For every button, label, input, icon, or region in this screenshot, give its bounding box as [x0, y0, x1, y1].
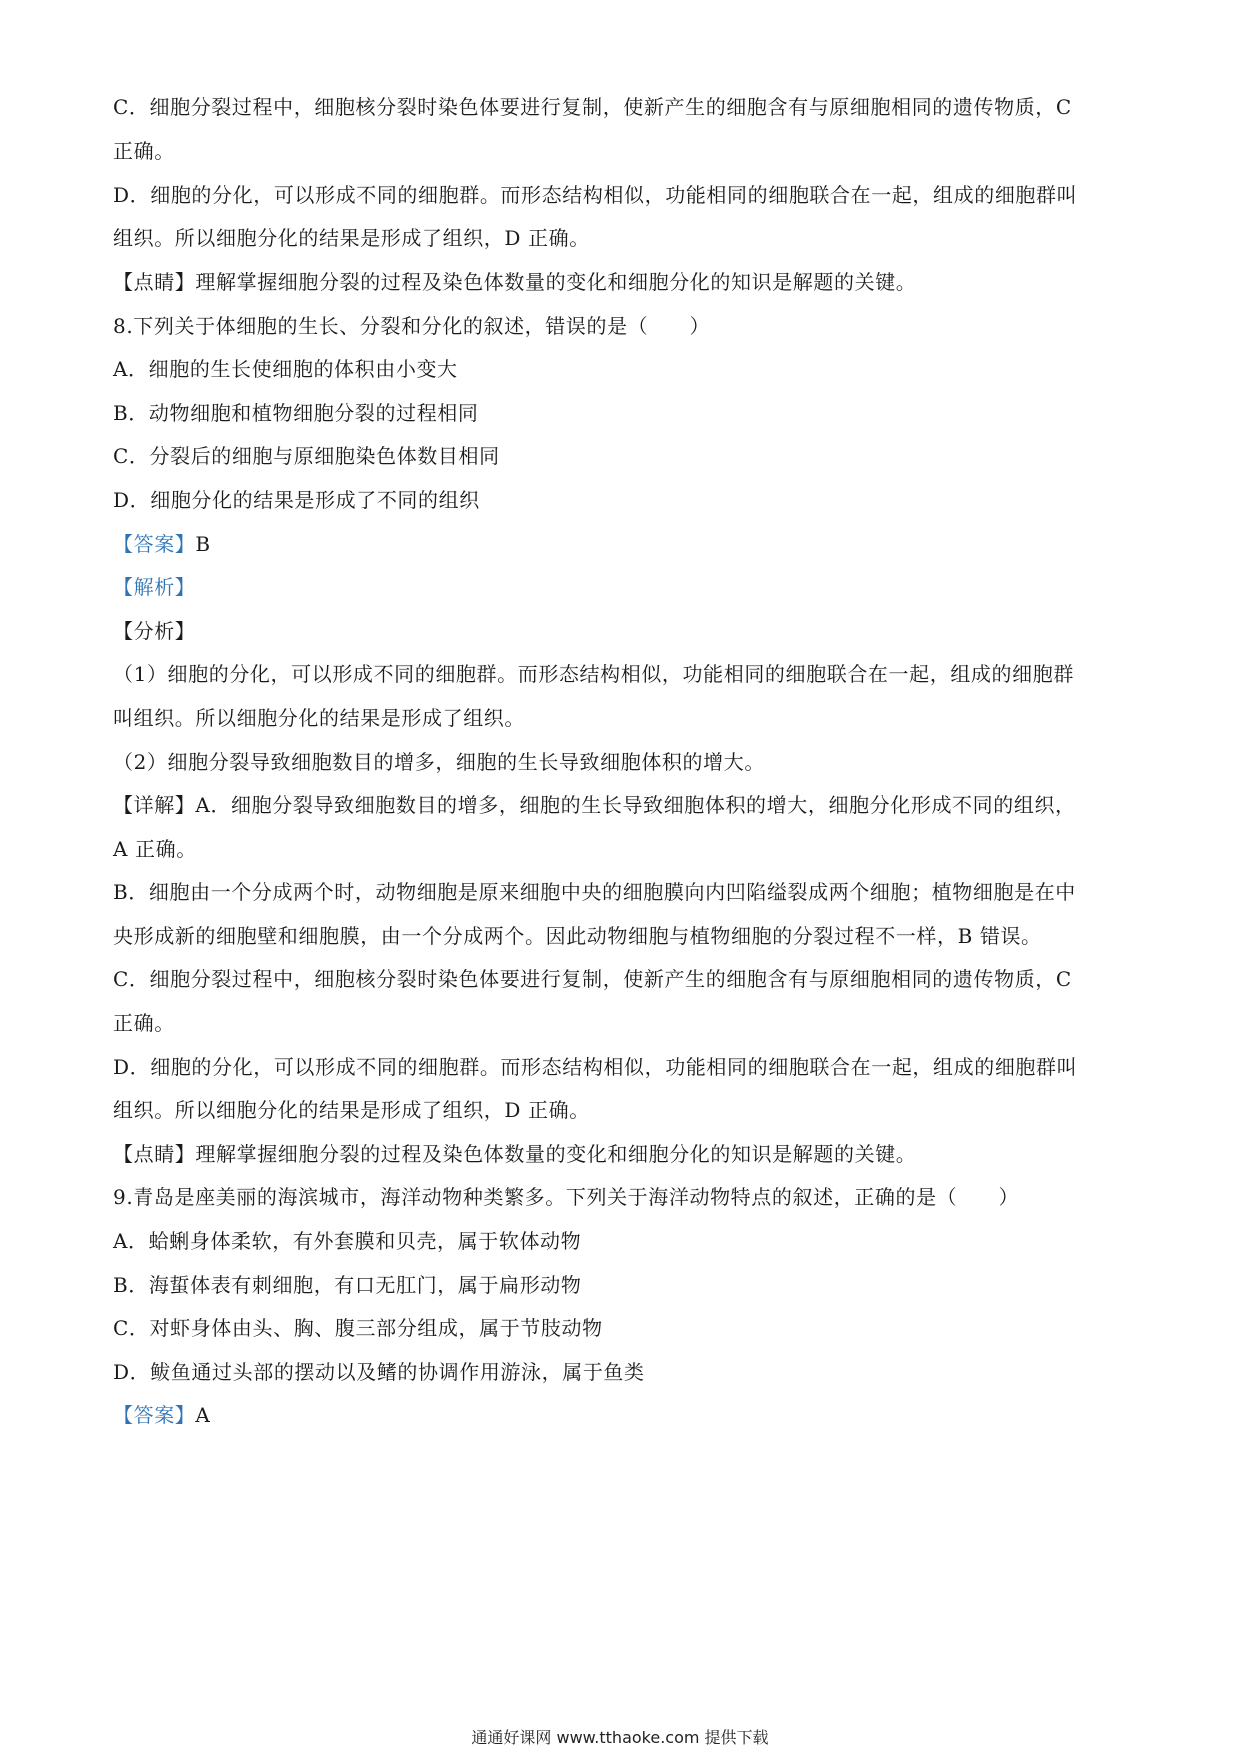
answer-tag: 【答案】 — [113, 1403, 196, 1427]
answer-tag: 【答案】 — [113, 532, 196, 556]
text-line: B．细胞由一个分成两个时，动物细胞是原来细胞中央的细胞膜向内凹陷缢裂成两个细胞；植物细胞是在中 — [113, 880, 1076, 904]
question-8-option-a: A．细胞的生长使细胞的体积由小变大 — [113, 357, 458, 381]
page-footer: 通通好课网 www.tthaoke.com 提供下载 — [471, 1728, 769, 1747]
question-8-option-b: B．动物细胞和植物细胞分裂的过程相同 — [113, 401, 479, 425]
text-line: A 正确。 — [113, 837, 197, 861]
text-line: C．细胞分裂过程中，细胞核分裂时染色体要进行复制，使新产生的细胞含有与原细胞相同的遗传物质，C — [113, 95, 1072, 119]
fenxi-heading: 【分析】 — [113, 619, 196, 643]
question-9-option-b: B．海蜇体表有刺细胞，有口无肛门，属于扁形动物 — [113, 1273, 582, 1297]
question-9-option-a: A．蛤蜊身体柔软，有外套膜和贝壳，属于软体动物 — [113, 1229, 582, 1253]
text-line: （2）细胞分裂导致细胞数目的增多，细胞的生长导致细胞体积的增大。 — [113, 750, 765, 774]
text-line: D．细胞的分化，可以形成不同的细胞群。而形态结构相似，功能相同的细胞联合在一起，组成的细胞群叫 — [113, 1055, 1078, 1079]
text-line: D．细胞的分化，可以形成不同的细胞群。而形态结构相似，功能相同的细胞联合在一起，组成的细胞群叫 — [113, 183, 1078, 207]
question-8-option-c: C．分裂后的细胞与原细胞染色体数目相同 — [113, 444, 500, 468]
question-9-option-d: D．鲅鱼通过头部的摆动以及鳍的协调作用游泳，属于鱼类 — [113, 1360, 645, 1384]
analysis-tag: 【解析】 — [113, 575, 196, 599]
answer-line — [113, 1402, 210, 1428]
text-line: 组织。所以细胞分化的结果是形成了组织，D 正确。 — [113, 226, 590, 250]
dianjing-note: 【点睛】理解掌握细胞分裂的过程及染色体数量的变化和细胞分化的知识是解题的关键。 — [113, 270, 917, 294]
xiangjie-line: 【详解】A．细胞分裂导致细胞数目的增多，细胞的生长导致细胞体积的增大，细胞分化形成不同的组织， — [113, 793, 1076, 817]
question-8-stem: 8.下列关于体细胞的生长、分裂和分化的叙述，错误的是（ ） — [113, 314, 711, 338]
question-8-option-d: D．细胞分化的结果是形成了不同的组织 — [113, 488, 480, 512]
text-line: 正确。 — [113, 1011, 175, 1035]
text-line: （1）细胞的分化，可以形成不同的细胞群。而形态结构相似，功能相同的细胞联合在一起，组成的细胞群 — [113, 662, 1074, 686]
question-9-stem: 9.青岛是座美丽的海滨城市，海洋动物种类繁多。下列关于海洋动物特点的叙述，正确的是（ ） — [113, 1185, 1020, 1209]
text-line: C．细胞分裂过程中，细胞核分裂时染色体要进行复制，使新产生的细胞含有与原细胞相同的遗传物质，C — [113, 967, 1072, 991]
answer-value: A — [195, 1403, 211, 1427]
question-9-option-c: C．对虾身体由头、胸、腹三部分组成，属于节肢动物 — [113, 1316, 603, 1340]
answer-value: B — [195, 532, 211, 556]
text-line: 组织。所以细胞分化的结果是形成了组织，D 正确。 — [113, 1098, 590, 1122]
answer-line — [113, 531, 211, 557]
text-line: 正确。 — [113, 139, 175, 163]
text-line: 央形成新的细胞壁和细胞膜，由一个分成两个。因此动物细胞与植物细胞的分裂过程不一样，B 错误。 — [113, 924, 1042, 948]
dianjing-note: 【点睛】理解掌握细胞分裂的过程及染色体数量的变化和细胞分化的知识是解题的关键。 — [113, 1142, 917, 1166]
text-line: 叫组织。所以细胞分化的结果是形成了组织。 — [113, 706, 525, 730]
